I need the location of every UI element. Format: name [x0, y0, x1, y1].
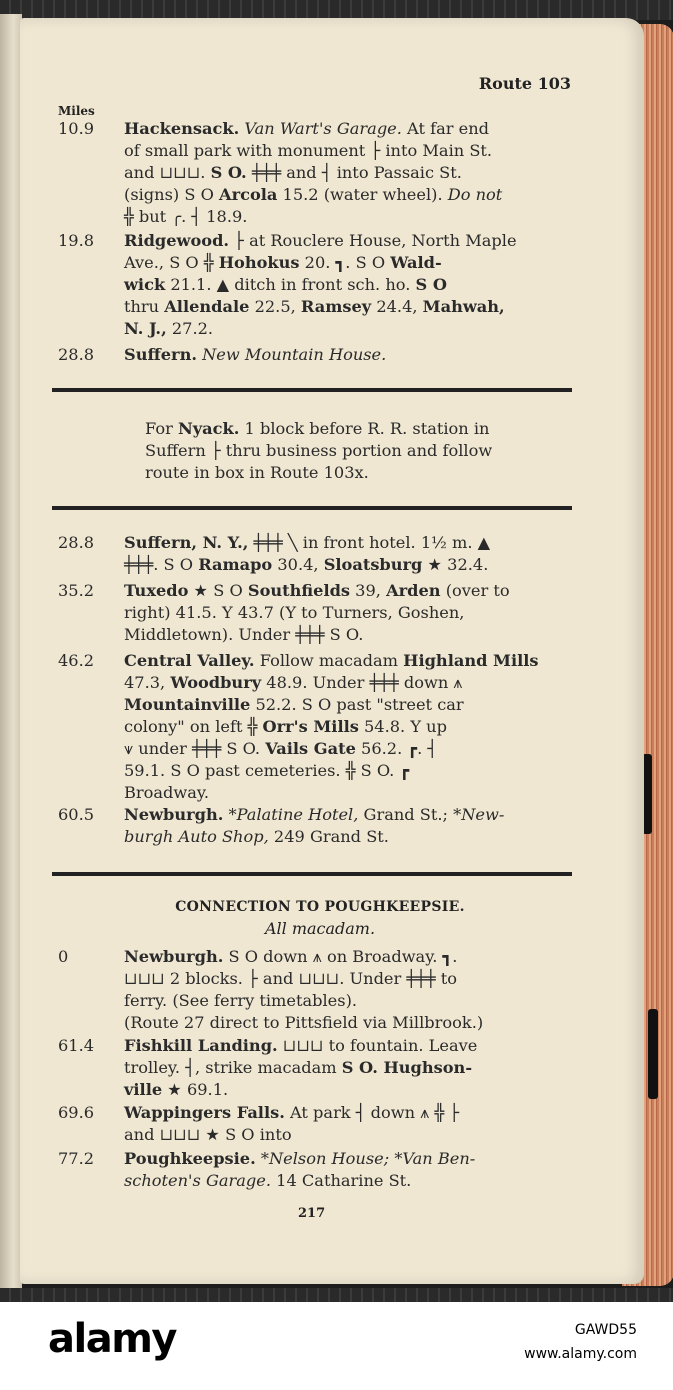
entry-line: and ⊔⊔⊔ ★ S O into — [124, 1125, 292, 1144]
entry-line: ╪╪╪. S O Ramapo 30.4, Sloatsburg ★ 32.4. — [124, 555, 489, 574]
mileage: 19.8 — [58, 231, 95, 250]
entry-line: ⩛ under ╪╪╪ S O. Vails Gate 56.2. ┏. ┤ — [124, 739, 438, 758]
entry-line: Poughkeepsie. *Nelson House; *Van Ben- — [124, 1149, 476, 1168]
mileage: 28.8 — [58, 533, 95, 552]
entry-line: Middletown). Under ╪╪╪ S O. — [124, 625, 364, 644]
divider-rule — [52, 388, 572, 392]
brand-url: www.alamy.com — [524, 1346, 637, 1362]
route-entry — [54, 118, 579, 228]
entry-line: and ⊔⊔⊔. S O. ╪╪╪ and ┤ into Passaic St. — [124, 163, 462, 182]
entry-line: thru Allendale 22.5, Ramsey 24.4, Mahwah, — [124, 297, 505, 316]
entry-line: 59.1. S O past cemeteries. ╬ S O. ┏ — [124, 761, 410, 780]
entry-line: wick 21.1. ▲ ditch in front sch. ho. S O — [124, 275, 447, 294]
route-entry — [54, 1035, 579, 1101]
watermark-bar — [0, 1302, 673, 1390]
entry-line: Newburgh. S O down ⩚ on Broadway. ┓. — [124, 947, 458, 966]
entry-line: (signs) S O Arcola 15.2 (water wheel). Do not — [124, 185, 503, 204]
route-entry — [54, 230, 579, 340]
divider-rule — [52, 872, 572, 876]
entry-line: ville ★ 69.1. — [124, 1080, 229, 1099]
entry-line: Suffern. New Mountain House. — [124, 345, 387, 364]
entry-line: ⊔⊔⊔ 2 blocks. ├ and ⊔⊔⊔. Under ╪╪╪ to — [124, 969, 458, 988]
route-entry — [54, 344, 579, 366]
entry-line: colony" on left ╬ Orr's Mills 54.8. Y up — [124, 717, 447, 736]
mileage: 60.5 — [58, 805, 95, 824]
miles-label: Miles — [58, 104, 95, 118]
left-page-edge — [0, 14, 22, 1298]
route-entry — [54, 804, 579, 848]
nyack-line: route in box in Route 103x. — [145, 463, 369, 482]
mileage: 61.4 — [58, 1036, 95, 1055]
entry-line: Newburgh. *Palatine Hotel, Grand St.; *New- — [124, 805, 505, 824]
entry-line: Ridgewood. ├ at Rouclere House, North Maple — [124, 231, 517, 250]
brand-logo: alamy — [48, 1316, 176, 1362]
route-entry — [54, 650, 579, 804]
mileage: 69.6 — [58, 1103, 95, 1122]
nyack-box — [145, 418, 575, 484]
nyack-line: For Nyack. 1 block before R. R. station in — [145, 419, 490, 438]
entry-line: ferry. (See ferry timetables). — [124, 991, 358, 1010]
mileage: 0 — [58, 947, 69, 966]
entry-line: Broadway. — [124, 783, 210, 802]
entry-line: burgh Auto Shop, 249 Grand St. — [124, 827, 389, 846]
entry-line: Tuxedo ★ S O Southfields 39, Arden (over to — [124, 581, 510, 600]
bottom-border — [0, 1288, 673, 1302]
mileage: 35.2 — [58, 581, 95, 600]
entry-line: N. J., 27.2. — [124, 319, 214, 338]
route-entry — [54, 532, 579, 576]
entry-line: 47.3, Woodbury 48.9. Under ╪╪╪ down ⩚ — [124, 673, 463, 692]
entry-line: schoten's Garage. 14 Catharine St. — [124, 1171, 412, 1190]
entry-line: Fishkill Landing. ⊔⊔⊔ to fountain. Leave — [124, 1036, 478, 1055]
image-id: GAWD55 — [574, 1322, 637, 1338]
entry-line: Suffern, N. Y., ╪╪╪ ╲ in front hotel. 1½ m. ▲ — [124, 533, 491, 552]
entry-line: Central Valley. Follow macadam Highland Mills — [124, 651, 539, 670]
route-entry — [54, 1148, 579, 1192]
edge-mark — [648, 1009, 658, 1099]
mileage: 77.2 — [58, 1149, 95, 1168]
entry-line: right) 41.5. Y 43.7 (Y to Turners, Goshen, — [124, 603, 465, 622]
entry-line: ╬ but ╭. ┤ 18.9. — [124, 207, 248, 226]
mileage: 46.2 — [58, 651, 95, 670]
route-entry — [54, 1102, 579, 1146]
entry-line: Mountainville 52.2. S O past "street car — [124, 695, 464, 714]
entry-line: Wappingers Falls. At park ┤ down ⩚ ╬ ├ — [124, 1103, 460, 1122]
connection-title: CONNECTION TO POUGHKEEPSIE. — [175, 899, 465, 915]
entry-line: of small park with monument ├ into Main St. — [124, 141, 493, 160]
entry-line: (Route 27 direct to Pittsfield via Millbrook.) — [124, 1013, 484, 1032]
nyack-line: Suffern ├ thru business portion and follow — [145, 441, 493, 460]
route-header: Route 103 — [478, 74, 571, 93]
top-border — [0, 0, 673, 20]
connection-subtitle: All macadam. — [264, 919, 376, 938]
route-entry — [54, 946, 579, 1034]
entry-line: Ave., S O ╬ Hohokus 20. ┓. S O Wald- — [124, 253, 442, 272]
entry-line: trolley. ┤, strike macadam S O. Hughson- — [124, 1058, 473, 1077]
divider-rule — [52, 506, 572, 510]
page-number: 217 — [298, 1206, 326, 1221]
entry-line: Hackensack. Van Wart's Garage. At far end — [124, 119, 490, 138]
route-entry — [54, 580, 579, 646]
mileage: 28.8 — [58, 345, 95, 364]
mileage: 10.9 — [58, 119, 95, 138]
